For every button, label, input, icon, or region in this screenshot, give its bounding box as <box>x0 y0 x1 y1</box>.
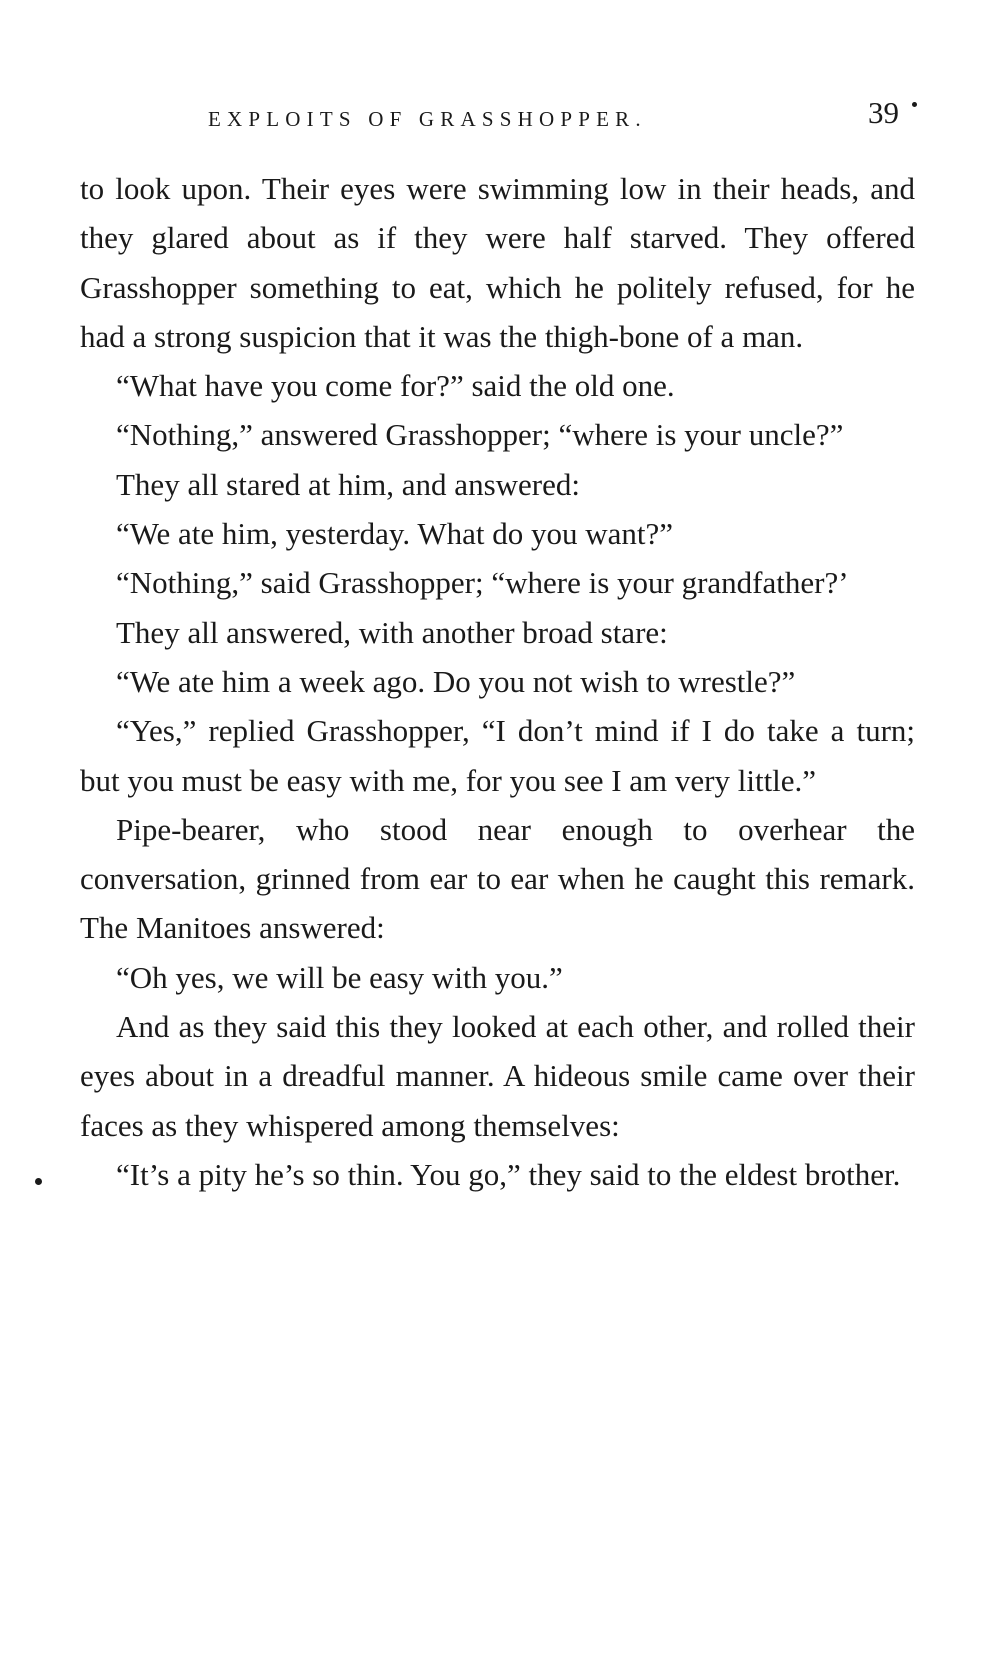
paragraph: They all answered, with another broad stare: <box>116 614 668 650</box>
running-head <box>0 95 1000 135</box>
paragraph: And as they said this they looked at each other, and rolled their eyes about in a dreadful manner. A hideous smile came over their faces as they whispered among themselves: <box>80 1009 915 1143</box>
paragraph: “It’s a pity he’s so thin. You go,” they said to the eldest brother. <box>116 1156 901 1192</box>
ink-speck <box>35 1178 42 1185</box>
paragraph: “Nothing,” answered Grasshopper; “where is your uncle?” <box>116 417 844 453</box>
paragraph: “Yes,” replied Grasshopper, “I don’t mind if I do take a turn; but you must be easy with me, for you see I am very little.” <box>80 713 915 798</box>
paragraph: “We ate him, yesterday. What do you want?” <box>116 516 674 552</box>
paragraph: “We ate him a week ago. Do you not wish to wrestle?” <box>116 663 796 699</box>
paragraph: “Oh yes, we will be easy with you.” <box>116 959 563 995</box>
paragraph: to look upon. Their eyes were swimming low in their heads, and they glared about as if they were half starved. They offered Grasshopper something to eat, which he politely refused, for he had a strong suspicion that it was the thigh-bone of a man. <box>80 171 915 354</box>
page-number: 39 <box>868 95 899 130</box>
running-title: EXPLOITS OF GRASSHOPPER. <box>208 107 647 131</box>
ink-speck <box>912 102 917 107</box>
paragraph: They all stared at him, and answered: <box>116 466 580 502</box>
paragraph: “What have you come for?” said the old one. <box>116 368 675 404</box>
paragraph: Pipe-bearer, who stood near enough to overhear the conversation, grinned from ear to ear when he caught this remark. The Manitoes answered: <box>80 811 915 946</box>
paragraph: “Nothing,” said Grasshopper; “where is your grandfather?’ <box>116 565 849 601</box>
body-text <box>80 164 915 1199</box>
